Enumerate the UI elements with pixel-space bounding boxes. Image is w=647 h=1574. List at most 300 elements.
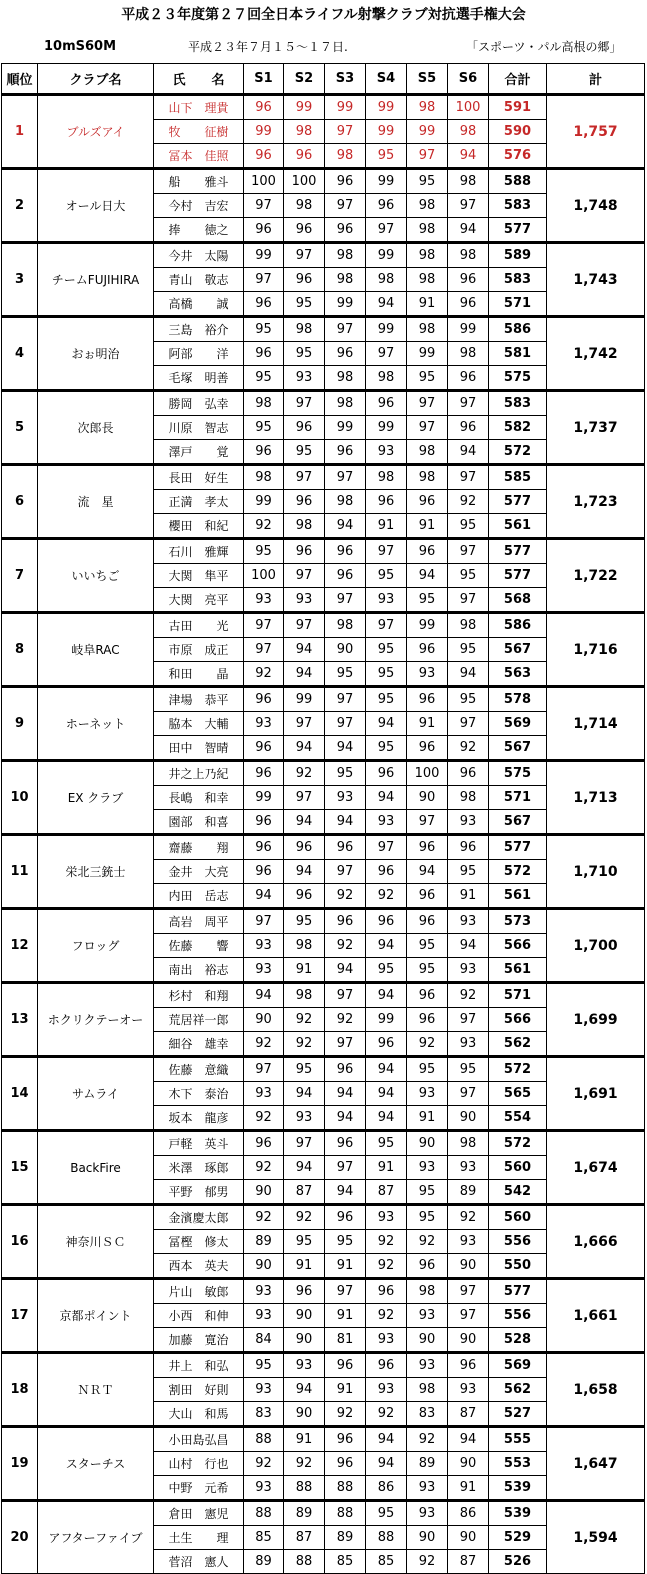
shooter-total-cell: 539 [489, 1476, 547, 1501]
series-score-cell: 99 [366, 1008, 407, 1032]
shooter-total-cell: 582 [489, 416, 547, 440]
shooter-total-cell: 590 [489, 120, 547, 144]
series-score-cell: 96 [325, 909, 366, 934]
table-row [2, 835, 645, 860]
series-score-cell: 93 [448, 1032, 489, 1057]
table-row [2, 1353, 645, 1378]
rank-cell: 3 [2, 243, 38, 317]
series-score-cell: 98 [325, 144, 366, 169]
shooter-name-cell: 中野 元希 [154, 1476, 244, 1501]
shooter-total-cell: 577 [489, 564, 547, 588]
series-score-cell: 96 [325, 218, 366, 243]
shooter-name-cell: 杉村 和翔 [154, 983, 244, 1008]
series-score-cell: 98 [325, 366, 366, 391]
series-score-cell: 93 [325, 786, 366, 810]
series-score-cell: 92 [325, 884, 366, 909]
shooter-total-cell: 567 [489, 638, 547, 662]
series-score-cell: 98 [284, 317, 325, 342]
series-score-cell: 92 [325, 1402, 366, 1427]
table-row [2, 539, 645, 564]
series-score-cell: 95 [284, 440, 325, 465]
series-score-cell: 92 [407, 1230, 448, 1254]
series-score-cell: 92 [366, 884, 407, 909]
series-score-cell: 99 [244, 490, 284, 514]
series-score-cell: 95 [325, 761, 366, 786]
series-score-cell: 96 [284, 884, 325, 909]
series-score-cell: 94 [448, 440, 489, 465]
series-score-cell: 93 [244, 934, 284, 958]
series-score-cell: 90 [407, 786, 448, 810]
series-score-cell: 88 [284, 1476, 325, 1501]
team-total-cell: 1,716 [547, 613, 645, 687]
shooter-name-cell: 戸軽 英斗 [154, 1131, 244, 1156]
series-score-cell: 99 [325, 292, 366, 317]
shooter-total-cell: 581 [489, 342, 547, 366]
table-row [2, 983, 645, 1008]
series-score-cell: 95 [244, 317, 284, 342]
shooter-name-cell: 坂本 龍彦 [154, 1106, 244, 1131]
shooter-total-cell: 591 [489, 95, 547, 120]
shooter-name-cell: 勝岡 弘幸 [154, 391, 244, 416]
series-score-cell: 97 [366, 342, 407, 366]
series-score-cell: 98 [407, 194, 448, 218]
shooter-name-cell: 阿部 洋 [154, 342, 244, 366]
series-score-cell: 88 [325, 1476, 366, 1501]
series-score-cell: 97 [244, 638, 284, 662]
series-score-cell: 91 [366, 514, 407, 539]
series-score-cell: 98 [448, 169, 489, 194]
series-score-cell: 95 [407, 1180, 448, 1205]
series-score-cell: 100 [407, 761, 448, 786]
series-score-cell: 87 [284, 1526, 325, 1550]
series-score-cell: 95 [448, 564, 489, 588]
series-score-cell: 96 [366, 761, 407, 786]
shooter-total-cell: 539 [489, 1501, 547, 1526]
shooter-name-cell: 井上 和弘 [154, 1353, 244, 1378]
series-score-cell: 93 [244, 958, 284, 983]
rank-cell: 10 [2, 761, 38, 835]
series-score-cell: 89 [244, 1550, 284, 1574]
shooter-name-cell: 牧 征樹 [154, 120, 244, 144]
series-score-cell: 97 [366, 539, 407, 564]
series-score-cell: 93 [244, 1279, 284, 1304]
rank-cell: 1 [2, 95, 38, 169]
series-score-cell: 96 [244, 292, 284, 317]
series-score-cell: 95 [284, 292, 325, 317]
shooter-name-cell: 西本 英夫 [154, 1254, 244, 1279]
series-score-cell: 98 [407, 317, 448, 342]
series-score-cell: 81 [325, 1328, 366, 1353]
shooter-total-cell: 569 [489, 712, 547, 736]
series-score-cell: 97 [448, 1082, 489, 1106]
series-score-cell: 90 [284, 1328, 325, 1353]
series-score-cell: 99 [407, 120, 448, 144]
series-score-cell: 98 [325, 391, 366, 416]
series-score-cell: 99 [366, 317, 407, 342]
series-score-cell: 97 [284, 391, 325, 416]
series-score-cell: 93 [244, 1476, 284, 1501]
table-row [2, 687, 645, 712]
table-row [2, 169, 645, 194]
series-score-cell: 91 [407, 292, 448, 317]
series-score-cell: 98 [448, 786, 489, 810]
series-score-cell: 96 [244, 687, 284, 712]
series-score-cell: 94 [284, 1378, 325, 1402]
team-total-cell: 1,691 [547, 1057, 645, 1131]
series-score-cell: 99 [244, 786, 284, 810]
series-score-cell: 97 [448, 1008, 489, 1032]
series-score-cell: 93 [407, 1156, 448, 1180]
series-score-cell: 92 [366, 1230, 407, 1254]
series-score-cell: 98 [366, 366, 407, 391]
club-name-cell: オール日大 [38, 169, 154, 243]
series-score-cell: 96 [244, 95, 284, 120]
series-score-cell: 96 [366, 490, 407, 514]
shooter-total-cell: 586 [489, 613, 547, 638]
team-total-cell: 1,666 [547, 1205, 645, 1279]
results-table [1, 63, 645, 1574]
series-score-cell: 93 [244, 1082, 284, 1106]
series-score-cell: 95 [366, 958, 407, 983]
shooter-name-cell: 倉田 憲児 [154, 1501, 244, 1526]
rank-cell: 4 [2, 317, 38, 391]
series-score-cell: 96 [407, 909, 448, 934]
series-score-cell: 94 [366, 1427, 407, 1452]
series-score-cell: 96 [284, 835, 325, 860]
series-score-cell: 95 [407, 934, 448, 958]
series-score-cell: 97 [244, 909, 284, 934]
series-score-cell: 96 [366, 391, 407, 416]
series-score-cell: 94 [366, 1452, 407, 1476]
series-score-cell: 88 [244, 1501, 284, 1526]
series-score-cell: 97 [366, 218, 407, 243]
series-score-cell: 97 [284, 1131, 325, 1156]
series-score-cell: 88 [366, 1526, 407, 1550]
series-score-cell: 93 [448, 909, 489, 934]
series-score-cell: 93 [284, 1353, 325, 1378]
shooter-name-cell: 加藤 寛治 [154, 1328, 244, 1353]
shooter-total-cell: 571 [489, 786, 547, 810]
series-score-cell: 94 [284, 638, 325, 662]
series-score-cell: 92 [325, 934, 366, 958]
series-score-cell: 96 [366, 194, 407, 218]
shooter-total-cell: 560 [489, 1156, 547, 1180]
shooter-total-cell: 589 [489, 243, 547, 268]
shooter-total-cell: 571 [489, 292, 547, 317]
series-score-cell: 95 [366, 144, 407, 169]
series-score-cell: 96 [407, 1008, 448, 1032]
series-score-cell: 97 [366, 613, 407, 638]
series-score-cell: 98 [407, 440, 448, 465]
series-score-cell: 92 [244, 1156, 284, 1180]
series-score-cell: 95 [284, 909, 325, 934]
shooter-name-cell: 佐藤 意織 [154, 1057, 244, 1082]
series-score-cell: 96 [325, 1452, 366, 1476]
series-score-cell: 97 [407, 810, 448, 835]
team-total-cell: 1,647 [547, 1427, 645, 1501]
shooter-name-cell: 市原 成正 [154, 638, 244, 662]
series-score-cell: 96 [284, 144, 325, 169]
table-row [2, 317, 645, 342]
rank-cell: 9 [2, 687, 38, 761]
shooter-total-cell: 569 [489, 1353, 547, 1378]
series-score-cell: 97 [244, 194, 284, 218]
shooter-name-cell: 米澤 琢郎 [154, 1156, 244, 1180]
series-score-cell: 98 [284, 120, 325, 144]
series-score-cell: 95 [448, 687, 489, 712]
series-score-cell: 94 [448, 934, 489, 958]
series-score-cell: 96 [284, 539, 325, 564]
series-score-cell: 86 [366, 1476, 407, 1501]
series-score-cell: 94 [366, 1057, 407, 1082]
series-score-cell: 90 [448, 1106, 489, 1131]
series-score-cell: 94 [284, 662, 325, 687]
shooter-total-cell: 561 [489, 884, 547, 909]
series-score-cell: 91 [325, 1378, 366, 1402]
series-score-cell: 96 [366, 1279, 407, 1304]
shooter-total-cell: 542 [489, 1180, 547, 1205]
series-score-cell: 95 [448, 1057, 489, 1082]
series-score-cell: 98 [325, 268, 366, 292]
series-score-cell: 95 [407, 1205, 448, 1230]
club-name-cell: スターチス [38, 1427, 154, 1501]
shooter-name-cell: 船 雅斗 [154, 169, 244, 194]
header-s2: S2 [284, 64, 325, 95]
series-score-cell: 95 [407, 958, 448, 983]
rank-cell: 19 [2, 1427, 38, 1501]
shooter-total-cell: 572 [489, 1131, 547, 1156]
rank-cell: 12 [2, 909, 38, 983]
series-score-cell: 97 [325, 317, 366, 342]
series-score-cell: 91 [366, 1156, 407, 1180]
shooter-name-cell: 長嶋 和幸 [154, 786, 244, 810]
shooter-name-cell: 長田 好生 [154, 465, 244, 490]
series-score-cell: 99 [244, 243, 284, 268]
series-score-cell: 92 [448, 983, 489, 1008]
club-name-cell: 京都ポイント [38, 1279, 154, 1353]
shooter-name-cell: 大関 隼平 [154, 564, 244, 588]
series-score-cell: 97 [366, 835, 407, 860]
header-s5: S5 [407, 64, 448, 95]
series-score-cell: 97 [448, 465, 489, 490]
series-score-cell: 98 [407, 268, 448, 292]
rank-cell: 14 [2, 1057, 38, 1131]
series-score-cell: 100 [244, 169, 284, 194]
series-score-cell: 92 [448, 490, 489, 514]
series-score-cell: 96 [244, 761, 284, 786]
shooter-total-cell: 565 [489, 1082, 547, 1106]
series-score-cell: 99 [244, 120, 284, 144]
series-score-cell: 96 [284, 218, 325, 243]
series-score-cell: 95 [366, 564, 407, 588]
series-score-cell: 97 [325, 983, 366, 1008]
shooter-total-cell: 561 [489, 958, 547, 983]
series-score-cell: 89 [244, 1230, 284, 1254]
series-score-cell: 94 [284, 736, 325, 761]
series-score-cell: 95 [366, 736, 407, 761]
shooter-total-cell: 583 [489, 391, 547, 416]
series-score-cell: 90 [284, 1304, 325, 1328]
series-score-cell: 85 [244, 1526, 284, 1550]
shooter-name-cell: 和田 晶 [154, 662, 244, 687]
header-s4: S4 [366, 64, 407, 95]
series-score-cell: 99 [366, 120, 407, 144]
series-score-cell: 92 [366, 1304, 407, 1328]
series-score-cell: 96 [448, 416, 489, 440]
series-score-cell: 97 [284, 465, 325, 490]
series-score-cell: 84 [244, 1328, 284, 1353]
series-score-cell: 98 [366, 268, 407, 292]
series-score-cell: 97 [325, 687, 366, 712]
shooter-name-cell: 小田島弘昌 [154, 1427, 244, 1452]
series-score-cell: 97 [407, 144, 448, 169]
series-score-cell: 94 [407, 564, 448, 588]
series-score-cell: 97 [448, 712, 489, 736]
series-score-cell: 94 [325, 514, 366, 539]
series-score-cell: 94 [325, 1180, 366, 1205]
team-total-cell: 1,723 [547, 465, 645, 539]
team-total-cell: 1,700 [547, 909, 645, 983]
series-score-cell: 83 [244, 1402, 284, 1427]
shooter-total-cell: 583 [489, 268, 547, 292]
shooter-name-cell: 今井 太陽 [154, 243, 244, 268]
series-score-cell: 91 [325, 1254, 366, 1279]
table-row [2, 909, 645, 934]
header-row [2, 64, 645, 95]
rank-cell: 18 [2, 1353, 38, 1427]
shooter-name-cell: 正満 孝太 [154, 490, 244, 514]
shooter-total-cell: 577 [489, 835, 547, 860]
series-score-cell: 94 [366, 934, 407, 958]
shooter-name-cell: 高橋 誠 [154, 292, 244, 317]
series-score-cell: 95 [325, 1230, 366, 1254]
series-score-cell: 97 [325, 588, 366, 613]
series-score-cell: 96 [366, 909, 407, 934]
series-score-cell: 96 [407, 539, 448, 564]
shooter-name-cell: 割田 好則 [154, 1378, 244, 1402]
series-score-cell: 91 [325, 1304, 366, 1328]
series-score-cell: 100 [448, 95, 489, 120]
series-score-cell: 92 [284, 1008, 325, 1032]
shooter-name-cell: 土生 理 [154, 1526, 244, 1550]
series-score-cell: 94 [366, 292, 407, 317]
series-score-cell: 92 [244, 1205, 284, 1230]
series-score-cell: 96 [284, 268, 325, 292]
shooter-total-cell: 577 [489, 490, 547, 514]
series-score-cell: 97 [448, 1279, 489, 1304]
shooter-total-cell: 573 [489, 909, 547, 934]
series-score-cell: 90 [325, 638, 366, 662]
series-score-cell: 98 [407, 243, 448, 268]
series-score-cell: 96 [407, 835, 448, 860]
series-score-cell: 94 [325, 958, 366, 983]
series-score-cell: 96 [325, 1057, 366, 1082]
rank-cell: 5 [2, 391, 38, 465]
shooter-name-cell: 南出 裕志 [154, 958, 244, 983]
team-total-cell: 1,710 [547, 835, 645, 909]
series-score-cell: 97 [448, 194, 489, 218]
shooter-name-cell: 大山 和馬 [154, 1402, 244, 1427]
series-score-cell: 92 [244, 1452, 284, 1476]
header-s1: S1 [244, 64, 284, 95]
shooter-name-cell: 青山 敬志 [154, 268, 244, 292]
series-score-cell: 96 [407, 687, 448, 712]
shooter-total-cell: 577 [489, 218, 547, 243]
shooter-total-cell: 567 [489, 810, 547, 835]
series-score-cell: 95 [284, 1057, 325, 1082]
shooter-name-cell: 石川 雅輝 [154, 539, 244, 564]
series-score-cell: 92 [366, 1254, 407, 1279]
series-score-cell: 94 [366, 1082, 407, 1106]
club-name-cell: ホーネット [38, 687, 154, 761]
series-score-cell: 92 [244, 1106, 284, 1131]
rank-cell: 2 [2, 169, 38, 243]
team-total-cell: 1,757 [547, 95, 645, 169]
series-score-cell: 94 [407, 860, 448, 884]
series-score-cell: 96 [325, 440, 366, 465]
shooter-name-cell: 毛塚 明善 [154, 366, 244, 391]
shooter-total-cell: 553 [489, 1452, 547, 1476]
series-score-cell: 97 [325, 712, 366, 736]
series-score-cell: 91 [407, 1106, 448, 1131]
table-row [2, 761, 645, 786]
series-score-cell: 96 [244, 440, 284, 465]
series-score-cell: 94 [325, 1106, 366, 1131]
shooter-total-cell: 572 [489, 1057, 547, 1082]
series-score-cell: 94 [244, 983, 284, 1008]
series-score-cell: 95 [366, 1501, 407, 1526]
series-score-cell: 96 [448, 761, 489, 786]
shooter-name-cell: 捧 徳之 [154, 218, 244, 243]
table-row [2, 1427, 645, 1452]
series-score-cell: 95 [366, 687, 407, 712]
shooter-name-cell: 山村 行也 [154, 1452, 244, 1476]
rank-cell: 6 [2, 465, 38, 539]
series-score-cell: 90 [448, 1452, 489, 1476]
club-name-cell: サムライ [38, 1057, 154, 1131]
series-score-cell: 99 [366, 95, 407, 120]
series-score-cell: 93 [244, 588, 284, 613]
header-total: 計 [547, 64, 645, 95]
shooter-total-cell: 577 [489, 539, 547, 564]
club-name-cell: チームFUJIHIRA [38, 243, 154, 317]
series-score-cell: 99 [325, 95, 366, 120]
series-score-cell: 92 [366, 1402, 407, 1427]
series-score-cell: 96 [407, 736, 448, 761]
series-score-cell: 98 [325, 243, 366, 268]
series-score-cell: 96 [244, 736, 284, 761]
series-score-cell: 96 [244, 860, 284, 884]
series-score-cell: 98 [448, 120, 489, 144]
shooter-total-cell: 576 [489, 144, 547, 169]
shooter-name-cell: 菅沼 憲人 [154, 1550, 244, 1574]
table-row [2, 1501, 645, 1526]
shooter-name-cell: 内田 岳志 [154, 884, 244, 909]
series-score-cell: 92 [284, 761, 325, 786]
series-score-cell: 93 [284, 366, 325, 391]
series-score-cell: 90 [407, 1328, 448, 1353]
team-total-cell: 1,713 [547, 761, 645, 835]
series-score-cell: 99 [284, 95, 325, 120]
series-score-cell: 94 [244, 884, 284, 909]
series-score-cell: 93 [366, 1205, 407, 1230]
series-score-cell: 98 [325, 490, 366, 514]
series-score-cell: 91 [448, 1476, 489, 1501]
series-score-cell: 93 [284, 588, 325, 613]
series-score-cell: 88 [325, 1501, 366, 1526]
club-name-cell: いいちご [38, 539, 154, 613]
series-score-cell: 98 [284, 983, 325, 1008]
